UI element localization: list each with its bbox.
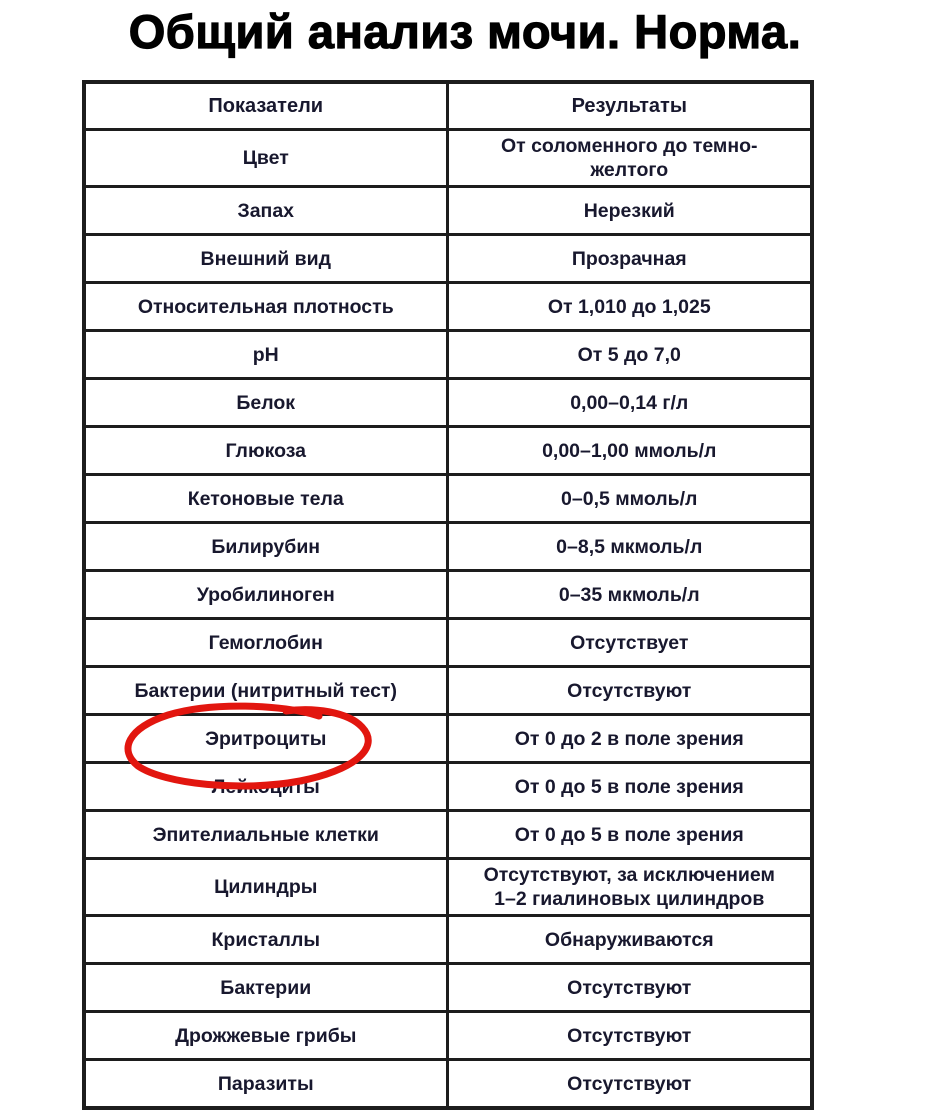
column-header-results: Результаты (447, 82, 812, 130)
indicator-label: Билирубин (211, 535, 321, 558)
indicator-label: Бактерии (220, 976, 312, 999)
result-cell (447, 1060, 812, 1109)
table-row (84, 523, 812, 571)
header-row (84, 82, 812, 130)
result-value: От 0 до 5 в поле зрения (514, 775, 744, 798)
column-header-indicators: Показатели (84, 82, 447, 130)
result-cell (447, 523, 812, 571)
result-value: От 0 до 5 в поле зрения (514, 823, 744, 846)
table-row (84, 235, 812, 283)
table-row (84, 283, 812, 331)
indicator-label: Цилиндры (214, 876, 318, 898)
result-value: Нерезкий (583, 199, 675, 222)
result-value: Отсутствуют (567, 1024, 692, 1047)
result-cell (447, 763, 812, 811)
indicator-cell (84, 379, 447, 427)
result-value: Обнаруживаются (544, 928, 714, 951)
indicator-label: Лейкоциты (211, 775, 320, 798)
indicator-label: Кетоновые тела (187, 487, 344, 510)
result-cell (447, 130, 812, 187)
indicator-cell (84, 1012, 447, 1060)
indicator-label: Глюкоза (225, 439, 307, 462)
indicator-label: Относительная плотность (137, 295, 394, 318)
result-value: Отсутствуют (567, 976, 692, 999)
result-cell (447, 379, 812, 427)
result-value: 0,00–1,00 ммоль/л (542, 439, 717, 462)
result-value: Отсутствует (570, 631, 689, 654)
result-value: 0–35 мкмоль/л (558, 583, 700, 606)
indicator-cell (84, 235, 447, 283)
indicator-cell (84, 916, 447, 964)
indicator-cell (84, 811, 447, 859)
result-value: Отсутствуют, за исключением 1–2 гиалиновых цилиндров (483, 864, 775, 910)
indicator-cell (84, 523, 447, 571)
table-row (84, 1060, 812, 1109)
urinalysis-norm-table-container (82, 80, 810, 1110)
table-row (84, 811, 812, 859)
indicator-cell (84, 331, 447, 379)
result-cell (447, 859, 812, 916)
table-row (84, 859, 812, 916)
result-cell (447, 187, 812, 235)
indicator-label: Паразиты (217, 1072, 314, 1095)
table-row (84, 715, 812, 763)
result-cell (447, 235, 812, 283)
table-row (84, 187, 812, 235)
indicator-label: Бактерии (нитритный тест) (134, 679, 397, 702)
result-cell (447, 475, 812, 523)
result-value: 0–0,5 ммоль/л (561, 487, 698, 510)
result-cell (447, 916, 812, 964)
result-value: От соломенного до темно-желтого (500, 135, 758, 181)
indicator-cell (84, 571, 447, 619)
table-row (84, 331, 812, 379)
result-cell (447, 667, 812, 715)
indicator-label: Эритроциты (205, 727, 327, 750)
indicator-cell (84, 1060, 447, 1109)
table-row (84, 667, 812, 715)
result-cell (447, 811, 812, 859)
table-row (84, 1012, 812, 1060)
table-row (84, 619, 812, 667)
indicator-cell (84, 619, 447, 667)
table-row (84, 916, 812, 964)
indicator-label: Уробилиноген (196, 583, 335, 606)
indicator-label: Гемоглобин (208, 631, 323, 654)
indicator-cell (84, 964, 447, 1012)
result-value: От 0 до 2 в поле зрения (514, 727, 744, 750)
table-row (84, 427, 812, 475)
indicator-cell (84, 187, 447, 235)
indicator-label: Дрожжевые грибы (175, 1024, 357, 1047)
indicator-label: Внешний вид (200, 247, 331, 270)
table-row (84, 379, 812, 427)
result-cell (447, 964, 812, 1012)
result-value: 0,00–0,14 г/л (570, 391, 689, 414)
result-value: Прозрачная (571, 247, 687, 270)
indicator-cell (84, 130, 447, 187)
urinalysis-norm-table (82, 80, 814, 1110)
table-row (84, 763, 812, 811)
indicator-label: Белок (236, 391, 296, 414)
indicator-cell (84, 763, 447, 811)
table-row (84, 475, 812, 523)
indicator-cell (84, 715, 447, 763)
table-row (84, 571, 812, 619)
result-cell (447, 331, 812, 379)
indicator-label: Эпителиальные клетки (152, 823, 379, 846)
indicator-cell (84, 283, 447, 331)
result-cell (447, 283, 812, 331)
result-cell (447, 619, 812, 667)
table-row (84, 130, 812, 187)
indicator-label: pH (252, 343, 279, 366)
indicator-label: Кристаллы (211, 928, 320, 951)
result-value: Отсутствуют (567, 679, 692, 702)
indicator-cell (84, 667, 447, 715)
result-value: От 1,010 до 1,025 (547, 295, 711, 318)
indicator-cell (84, 859, 447, 916)
indicator-cell (84, 427, 447, 475)
result-cell (447, 1012, 812, 1060)
result-value: 0–8,5 мкмоль/л (556, 535, 703, 558)
page-title: Общий анализ мочи. Норма. (128, 5, 802, 58)
indicator-label: Цвет (242, 147, 289, 169)
result-cell (447, 427, 812, 475)
table-row (84, 964, 812, 1012)
result-value: От 5 до 7,0 (577, 343, 681, 366)
indicator-cell (84, 475, 447, 523)
indicator-label: Запах (237, 199, 295, 222)
result-value: Отсутствуют (567, 1072, 692, 1095)
result-cell (447, 571, 812, 619)
result-cell (447, 715, 812, 763)
